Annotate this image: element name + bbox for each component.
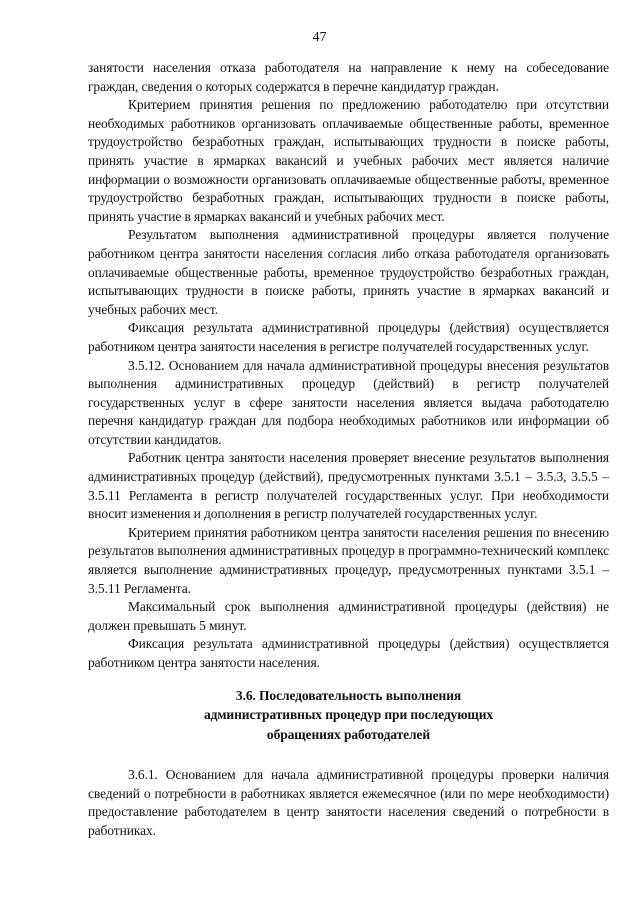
page-number: 47	[312, 30, 327, 45]
section-heading-line: административных процедур при последующих	[203, 707, 494, 723]
paragraph: Фиксация результата административной процедуры (действия) осуществляется работником центра занятости населения.	[88, 636, 609, 670]
page-body	[88, 59, 609, 840]
paragraph: Максимальный срок выполнения административной процедуры (действия) не должен превышать 5 минут.	[88, 599, 609, 633]
paragraph: Фиксация результата административной процедуры (действия) осуществляется работником центра занятости населения в регистре получателей государственных услуг.	[88, 320, 609, 354]
section-heading-line: обращениях работодателей	[266, 726, 431, 742]
paragraph: Результатом выполнения административной процедуры является получение работником центра занятости населения согласия либо отказа работодателя организовать оплачиваемые общественные работы, временное трудоустройство безработных граждан, испытывающих трудности в поиске работы, принять участие в ярмарках вакансий и учебных рабочих мест.	[88, 227, 609, 317]
section-heading-line: 3.6. Последовательность выполнения	[235, 687, 462, 703]
section-heading	[88, 686, 609, 745]
paragraph: Критерием принятия работником центра занятости населения решения по внесению результатов выполнения административных процедур в программно-технический комплекс является выполнение административных процедур, предусмотренных пунктами 3.5.1 – 3.5.11 Регламента.	[88, 524, 609, 596]
paragraph: Работник центра занятости населения проверяет внесение результатов выполнения административных процедур (действий), предусмотренных пунктами 3.5.1 – 3.5.3, 3.5.5 – 3.5.11 Регламента в регистр получателей государственных услуг. При необходимости вносит изменения и дополнения в регистр получателей государственных услуг.	[88, 450, 609, 522]
paragraph: 3.5.12. Основанием для начала административной процедуры внесения результатов выполнения административных процедур (действий) в регистр получателей государственных услуг в сфере занятости населения является выдача работодателю перечня кандидатур граждан для подбора необходимых работников или информации об отсутствии кандидатов.	[88, 357, 609, 447]
paragraph: 3.6.1. Основанием для начала административной процедуры проверки наличия сведений о потребности в работниках является ежемесячное (или по мере необходимости) предоставление работодателем в центр занятости населения сведений о потребности в работниках.	[88, 767, 609, 838]
paragraph: занятости населения отказа работодателя на направление к нему на собеседование граждан, сведения о которых содержатся в перечне кандидатур граждан.	[88, 60, 609, 94]
paragraph: Критерием принятия решения по предложению работодателю при отсутствии необходимых работников организовать оплачиваемые общественные работы, временное трудоустройство безработных граждан, испытывающих трудности в поиске работы, принять участие в ярмарках вакансий и учебных рабочих мест является наличие информации о возможности организовать оплачиваемые общественные работы, временное трудоустройство безработных граждан, испытывающих трудности в поиске работы, принять участие в ярмарках вакансий и учебных рабочих мест.	[88, 97, 609, 224]
